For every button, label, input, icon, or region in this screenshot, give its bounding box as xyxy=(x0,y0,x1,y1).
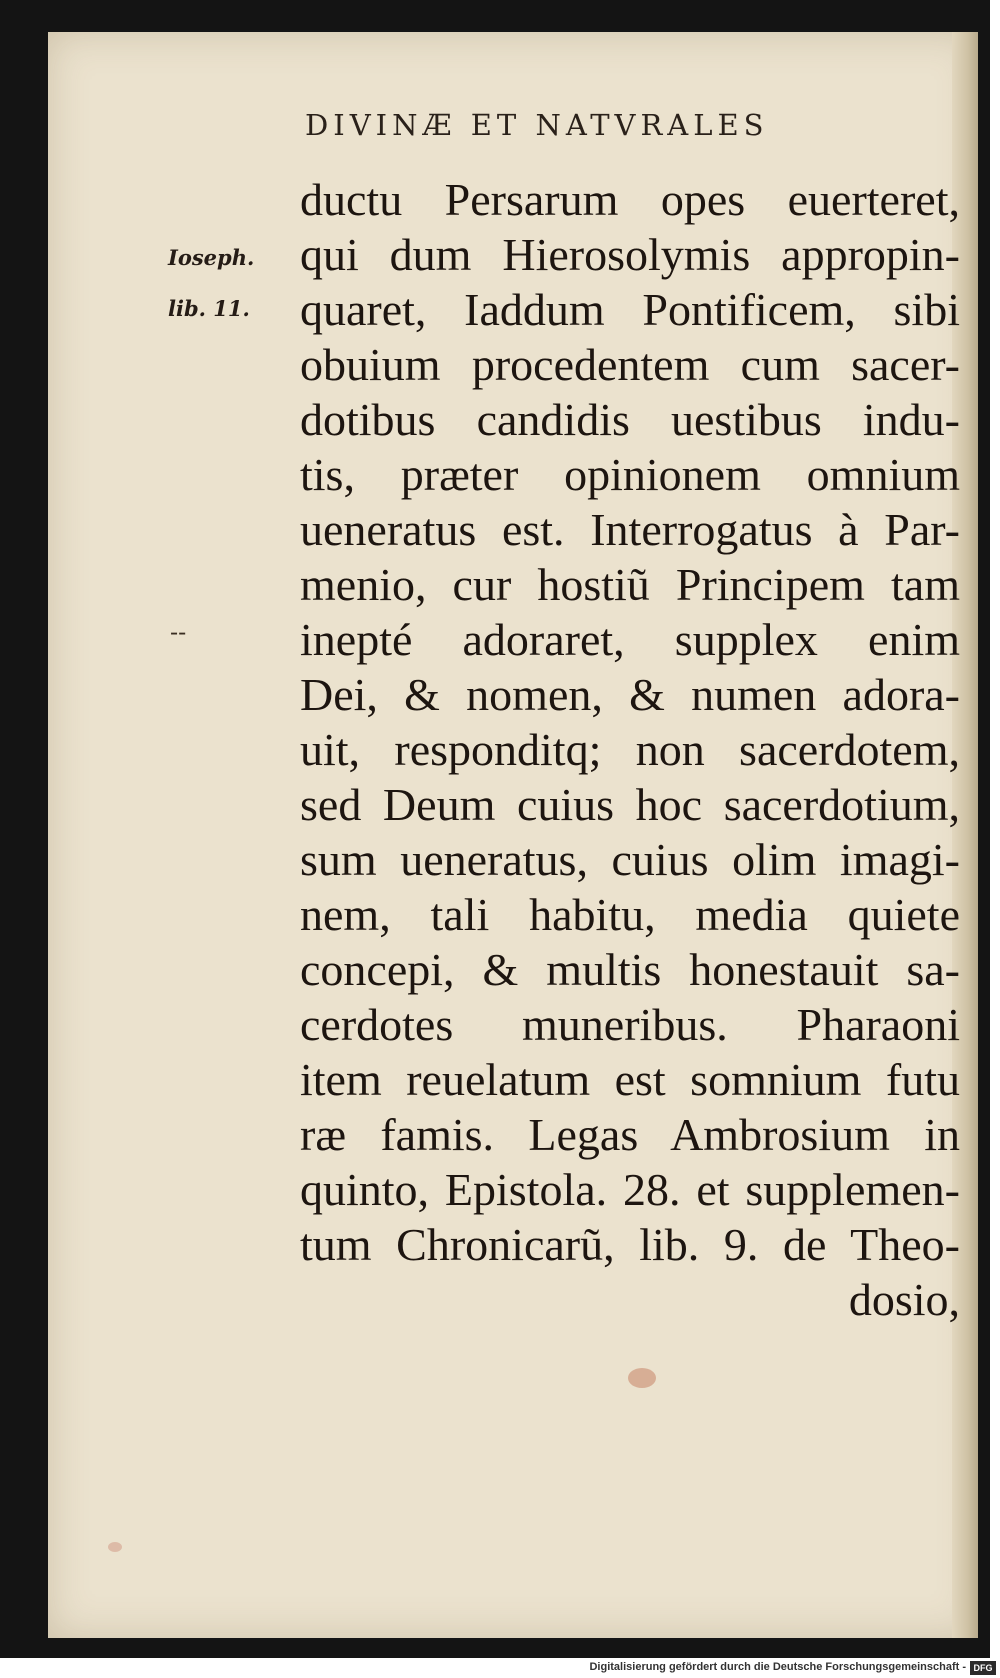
text-line: sed Deum cuius hoc sacerdotium, xyxy=(300,779,960,830)
text-line: nem, tali habitu, media quiete xyxy=(300,889,960,940)
text-line: tum Chronicarũ, lib. 9. de Theo- xyxy=(300,1219,960,1270)
text-line: uit, responditq; non sacerdotem, xyxy=(300,724,960,775)
text-line: cerdotes muneribus. Pharaoni xyxy=(300,999,960,1050)
body-text xyxy=(300,172,960,1327)
text-line: Dei, & nomen, & numen adora- xyxy=(300,669,960,720)
text-line: concepi, & multis honestauit sa- xyxy=(300,944,960,995)
text-line: dotibus candidis uestibus indu- xyxy=(300,394,960,445)
text-line: sum ueneratus, cuius olim imagi- xyxy=(300,834,960,885)
dfg-logo: DFG xyxy=(970,1661,996,1675)
catchword: dosio, xyxy=(848,1274,960,1325)
text-line: ræ famis. Legas Ambrosium in xyxy=(300,1109,960,1160)
ink-stain xyxy=(108,1542,122,1552)
text-line: menio, cur hostiũ Principem tam xyxy=(300,559,960,610)
running-head: DIVINÆ ET NATVRALES xyxy=(305,108,769,142)
margin-note: Ioseph. xyxy=(168,245,255,270)
text-line: quinto, Epistola. 28. et supplemen- xyxy=(300,1164,960,1215)
text-line: ductu Persarum opes euerteret, xyxy=(300,174,960,225)
text-line: ueneratus est. Interrogatus à Par- xyxy=(300,504,960,555)
ink-stain xyxy=(628,1368,656,1388)
text-line: qui dum Hierosolymis appropin- xyxy=(300,229,960,280)
text-line: tis, præter opinionem omnium xyxy=(300,449,960,500)
margin-note: lib. 11. xyxy=(168,296,250,321)
text-line: item reuelatum est somnium futu xyxy=(300,1054,960,1105)
digitization-credit: Digitalisierung gefördert durch die Deutsche Forschungsgemeinschaft - xyxy=(589,1661,966,1673)
text-line: obuium procedentem cum sacer- xyxy=(300,339,960,390)
text-line: quaret, Iaddum Pontificem, sibi xyxy=(300,284,960,335)
margin-mark: -- xyxy=(170,618,187,646)
text-line: inepté adoraret, supplex enim xyxy=(300,614,960,665)
